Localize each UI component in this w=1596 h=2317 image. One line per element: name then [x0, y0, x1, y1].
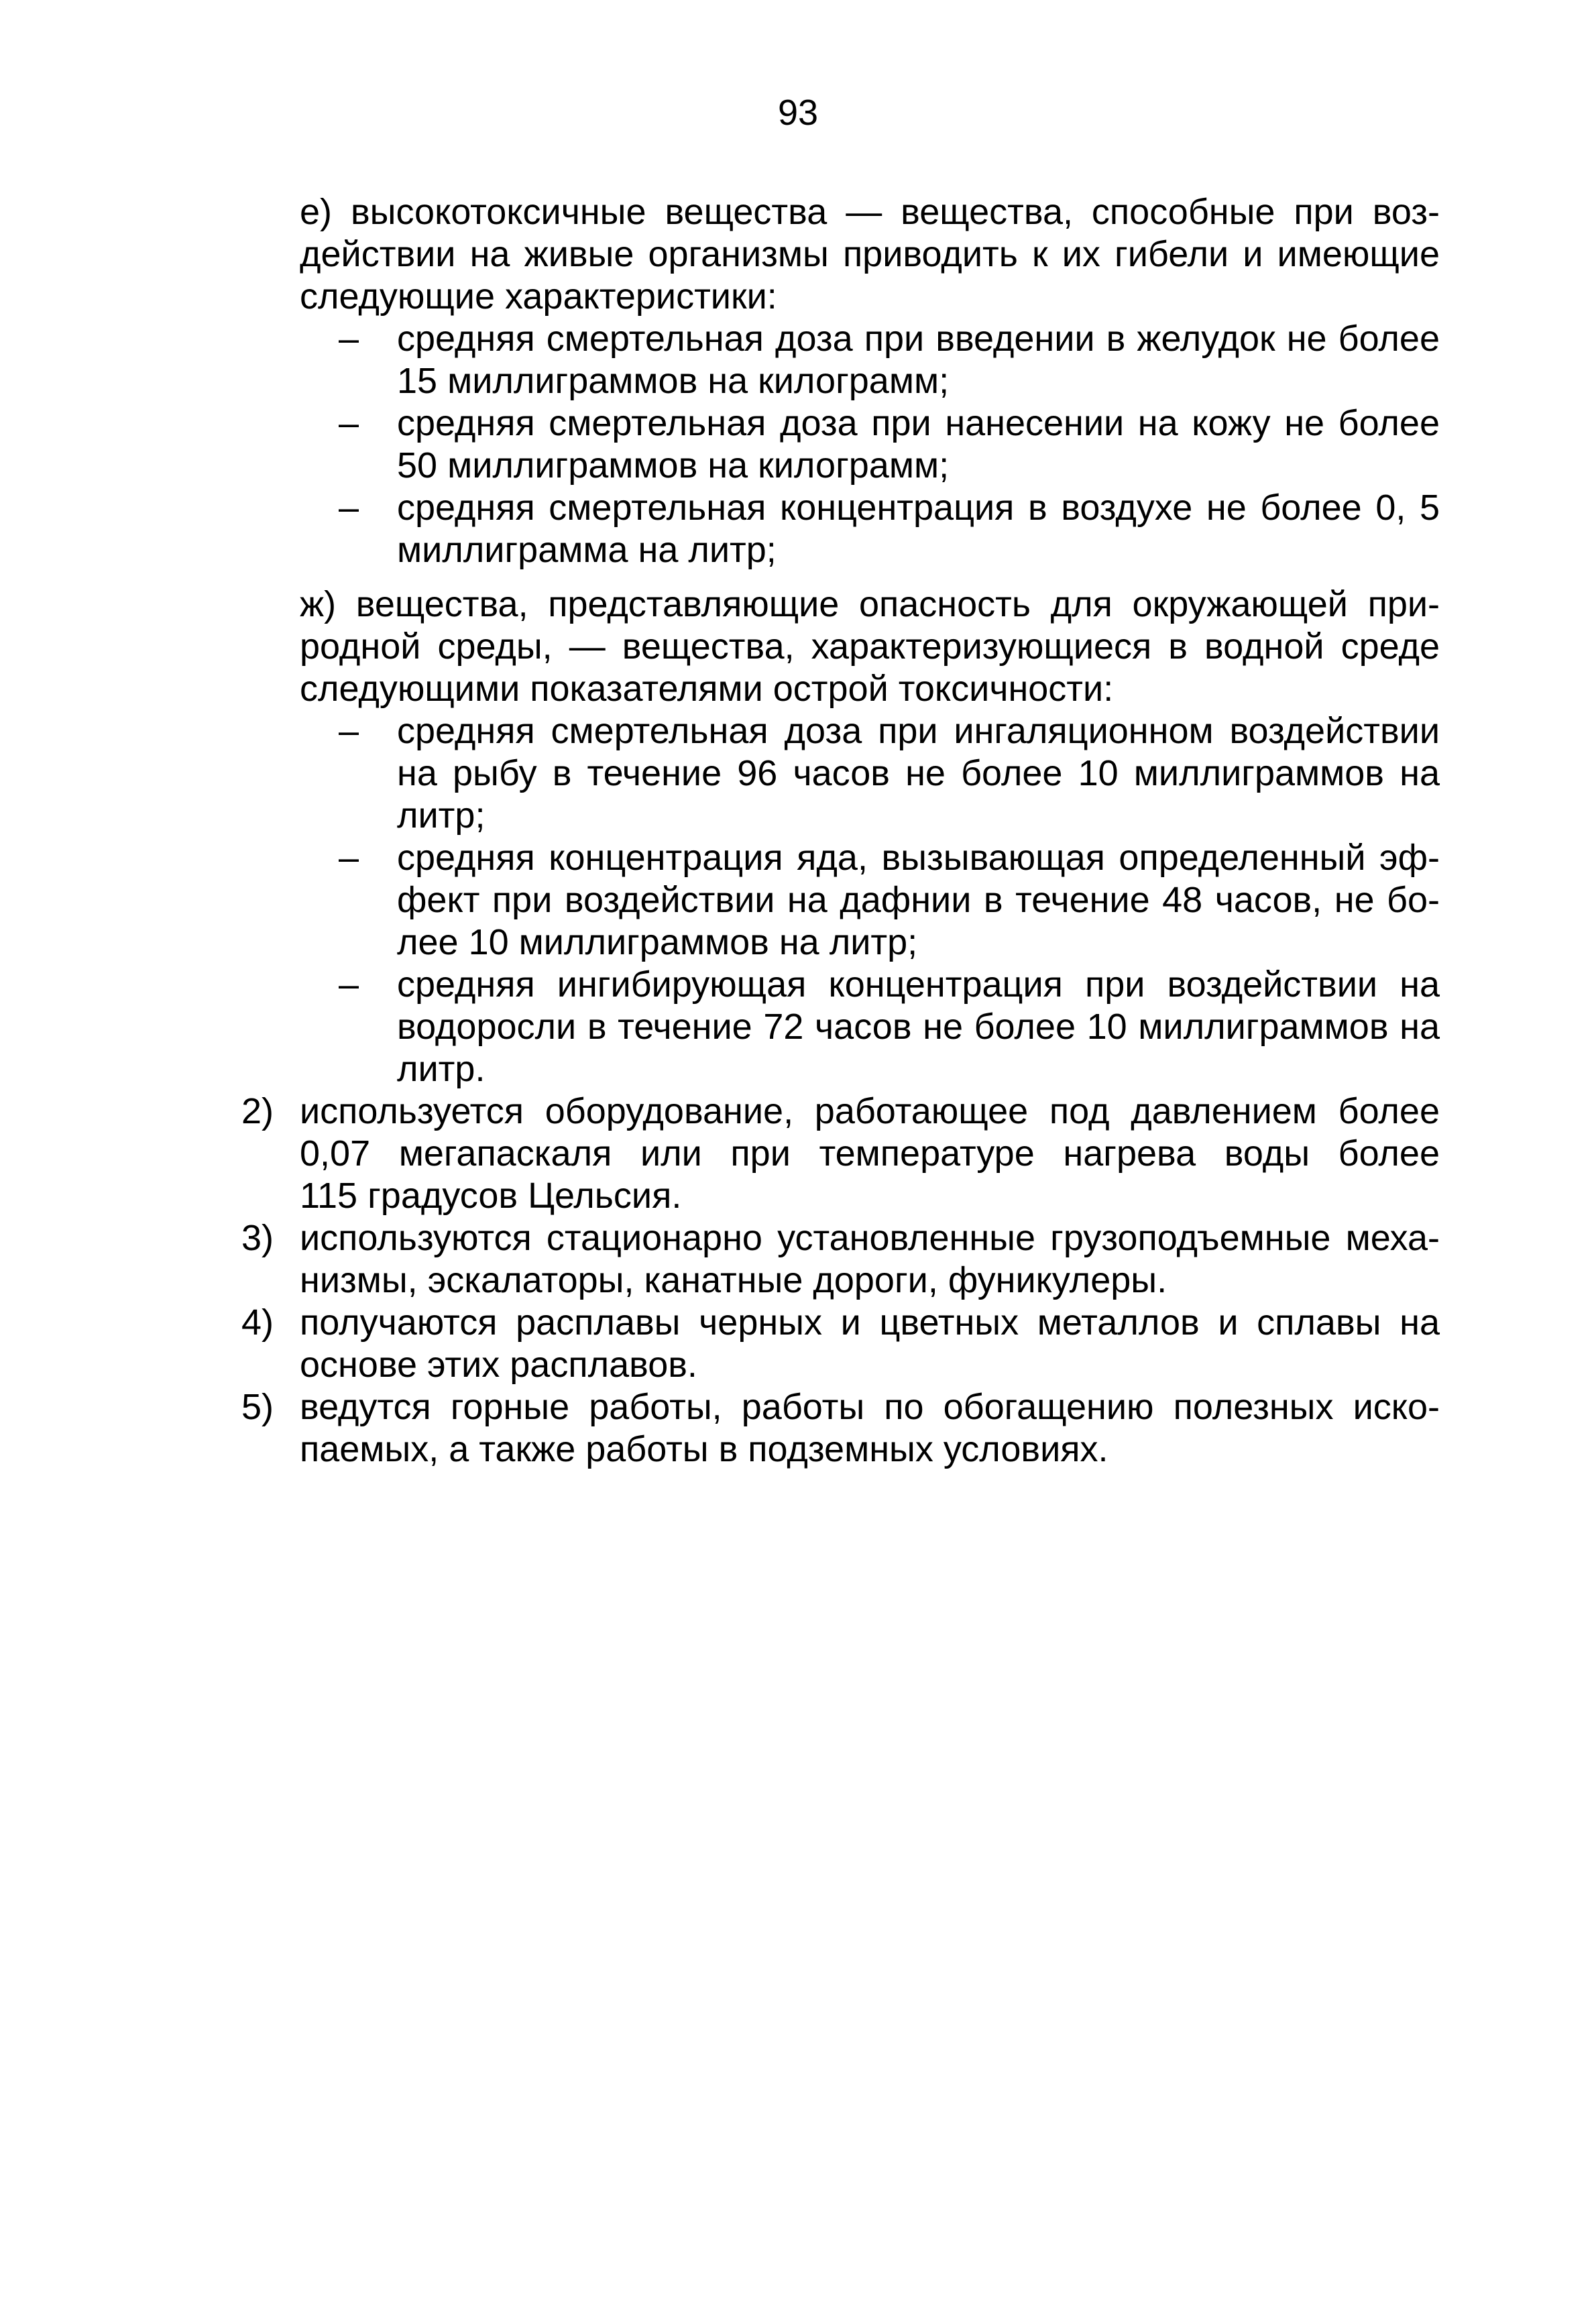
item-number: 4): [241, 1302, 274, 1343]
section-e-line: действии на живые организмы приводить к их гибели и имеющие: [300, 234, 1440, 274]
list-item-line: средняя концентрация яда, вызывающая определенный эф-: [397, 838, 1440, 878]
list-item-line: водоросли в течение 72 часов не более 10 миллиграммов на: [397, 1007, 1440, 1047]
list-item-line: средняя смертельная доза при введении в желудок не более: [397, 319, 1440, 359]
list-item-line: на рыбу в течение 96 часов не более 10 миллиграммов на: [397, 753, 1440, 793]
section-zh-line: ж) вещества, представляющие опасность для окружающей при-: [300, 584, 1440, 624]
list-item-line: средняя смертельная доза при ингаляционном воздействии: [397, 711, 1440, 751]
list-dash: –: [339, 319, 359, 359]
item-number: 3): [241, 1218, 274, 1258]
section-zh-line: родной среды, — вещества, характеризующиеся в водной среде: [300, 626, 1440, 667]
numbered-item-line: ведутся горные работы, работы по обогащению полезных иско-: [300, 1387, 1440, 1427]
list-dash: –: [339, 711, 359, 751]
list-item-line: лее 10 миллиграммов на литр;: [397, 922, 918, 962]
section-zh-line: следующими показателями острой токсичности:: [300, 669, 1114, 709]
list-item-line: миллиграмма на литр;: [397, 530, 777, 570]
list-dash: –: [339, 838, 359, 878]
list-dash: –: [339, 488, 359, 528]
numbered-item-line: низмы, эскалаторы, канатные дороги, фуникулеры.: [300, 1260, 1167, 1300]
item-number: 2): [241, 1091, 274, 1131]
list-dash: –: [339, 964, 359, 1005]
section-e-line: следующие характеристики:: [300, 276, 777, 317]
item-number: 5): [241, 1387, 274, 1427]
numbered-item-line: получаются расплавы черных и цветных металлов и сплавы на: [300, 1302, 1440, 1343]
numbered-item-line: паемых, а также работы в подземных условиях.: [300, 1429, 1108, 1469]
section-e-line: е) высокотоксичные вещества — вещества, способные при воз-: [300, 192, 1440, 232]
list-dash: –: [339, 403, 359, 443]
numbered-item-line: используются стационарно установленные грузоподъемные меха-: [300, 1218, 1440, 1258]
list-item-line: средняя смертельная доза при нанесении на кожу не более: [397, 403, 1440, 443]
page-number: 93: [777, 93, 819, 133]
numbered-item-line: 0,07 мегапаскаля или при температуре нагрева воды более: [300, 1133, 1440, 1174]
list-item-line: 50 миллиграммов на килограмм;: [397, 445, 950, 486]
numbered-item-line: используется оборудование, работающее под давлением более: [300, 1091, 1440, 1131]
numbered-item-line: основе этих расплавов.: [300, 1345, 697, 1385]
list-item-line: средняя смертельная концентрация в воздухе не более 0, 5: [397, 488, 1440, 528]
list-item-line: литр;: [397, 795, 486, 836]
list-item-line: фект при воздействии на дафнии в течение 48 часов, не бо-: [397, 880, 1440, 920]
numbered-item-line: 115 градусов Цельсия.: [300, 1176, 682, 1216]
list-item-line: средняя ингибирующая концентрация при воздействии на: [397, 964, 1440, 1005]
list-item-line: литр.: [397, 1049, 486, 1089]
list-item-line: 15 миллиграммов на килограмм;: [397, 361, 950, 401]
